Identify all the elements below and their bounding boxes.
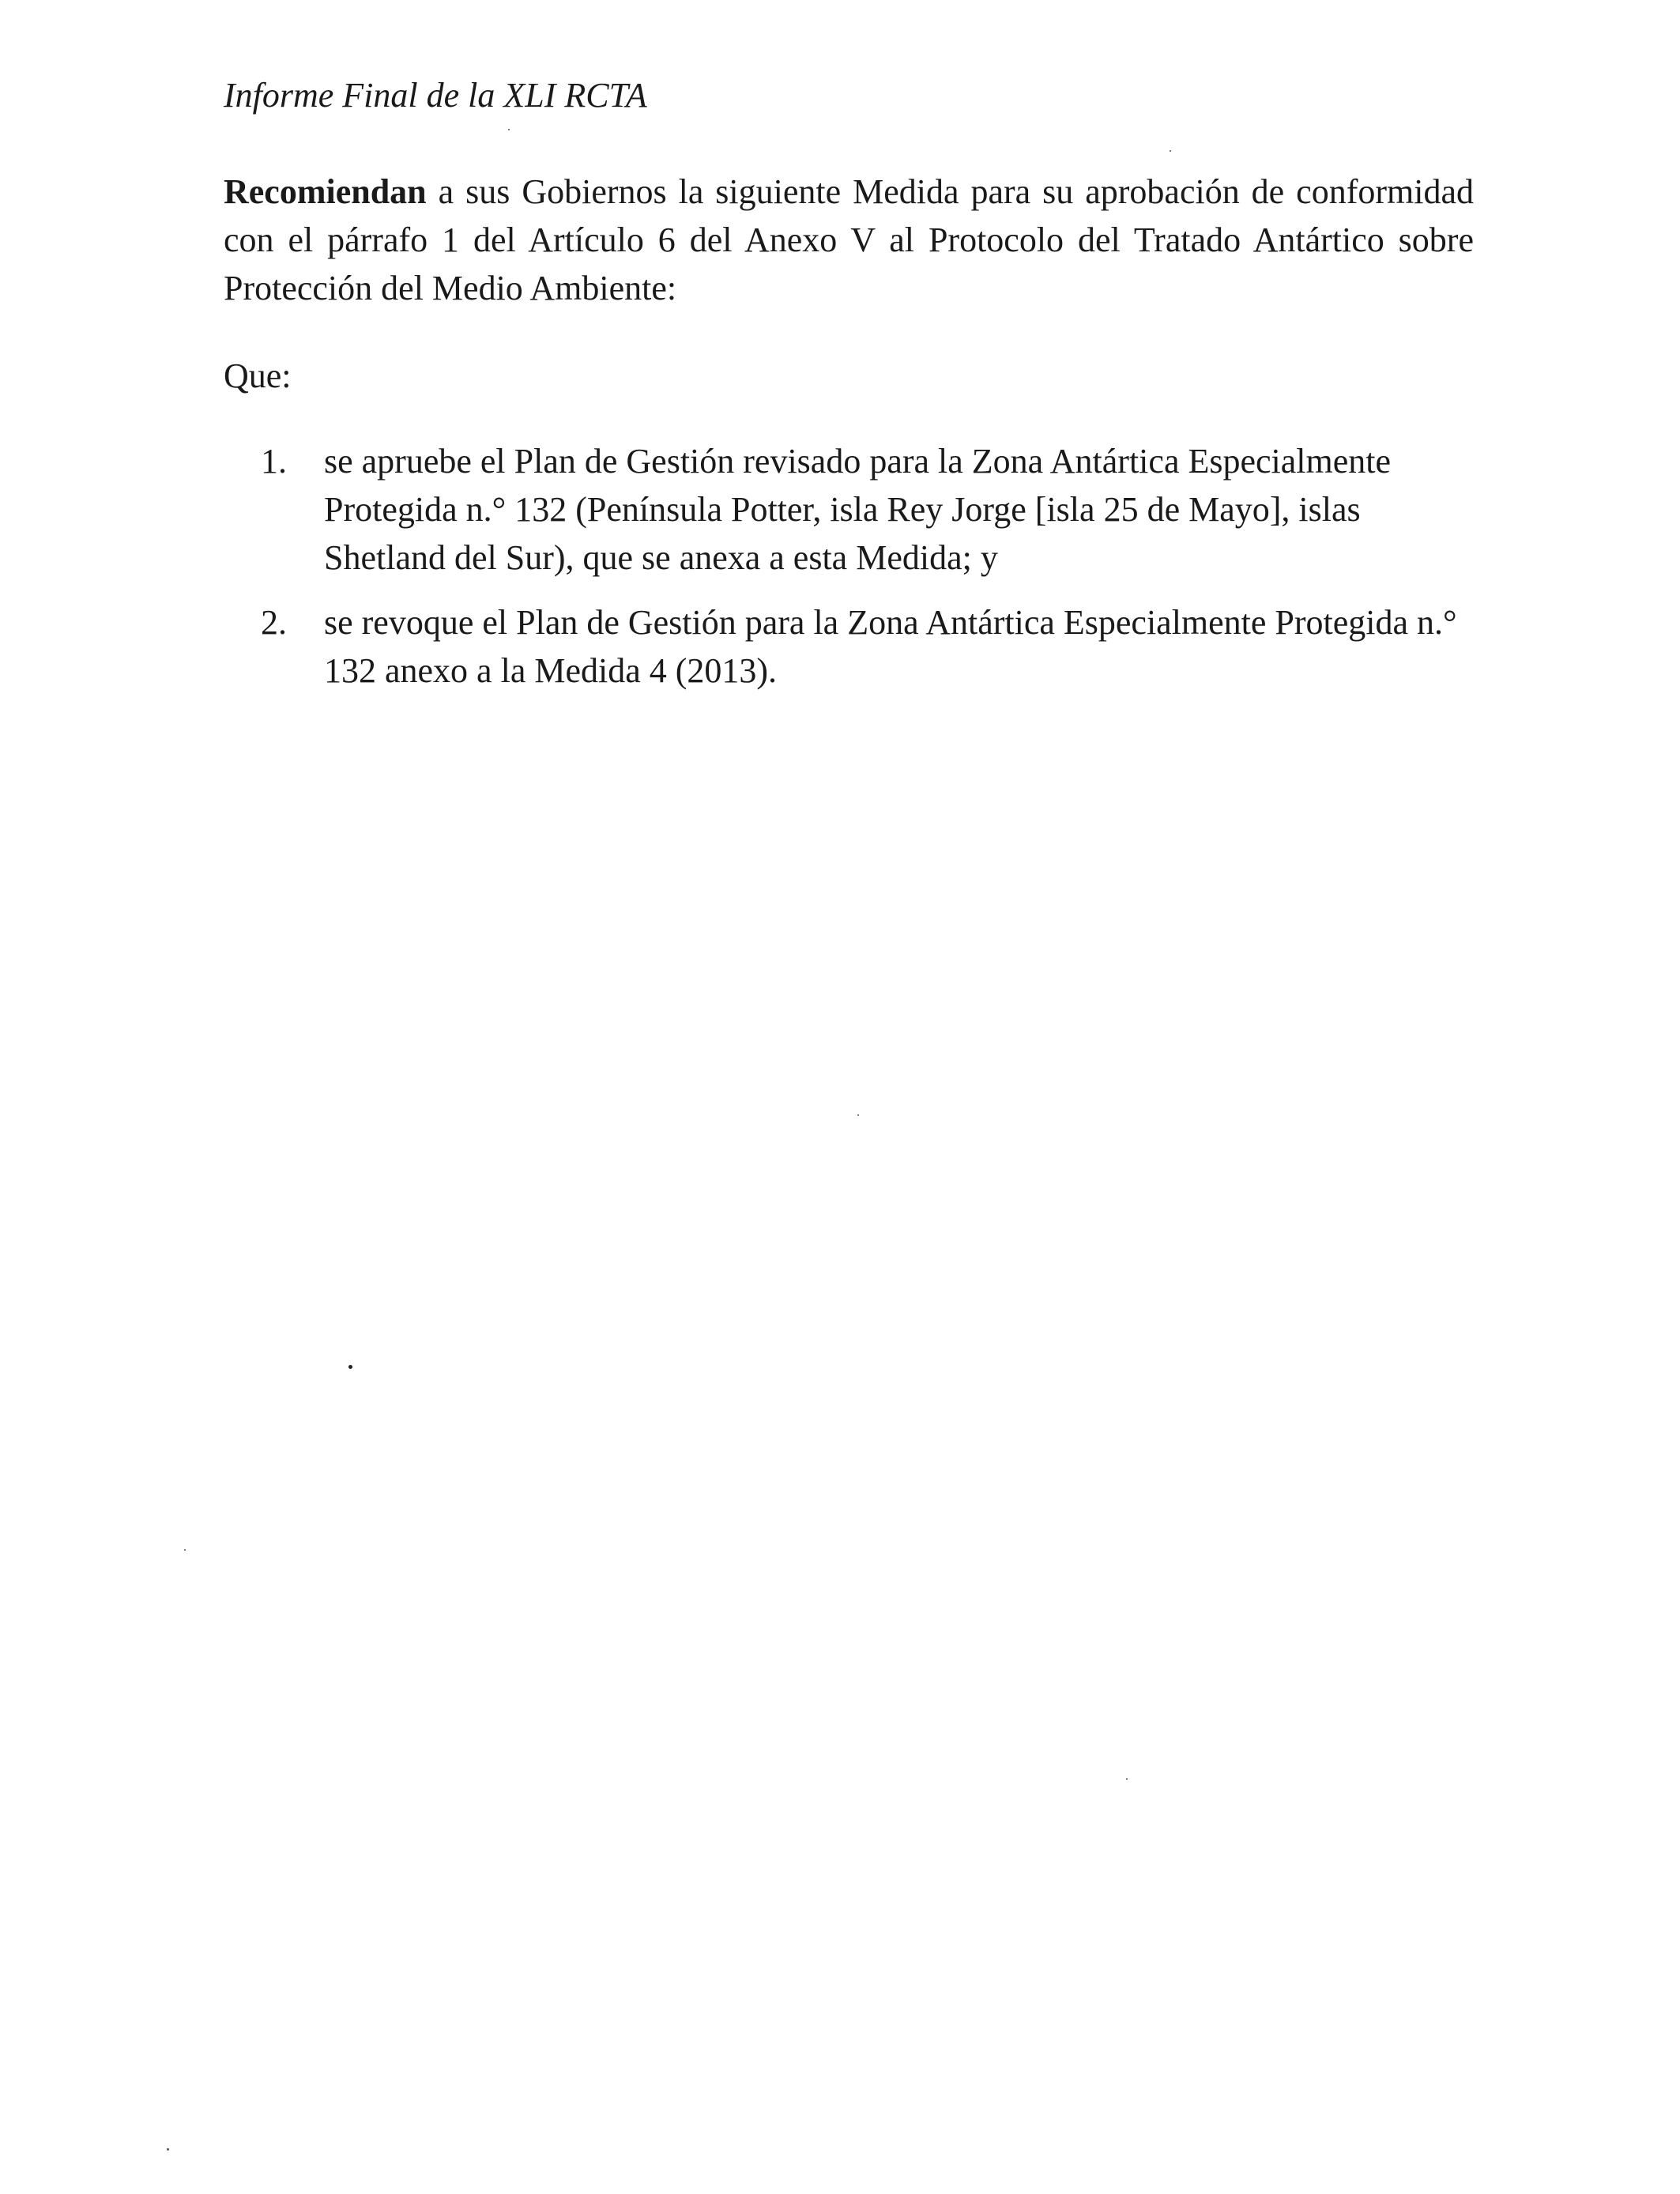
intro-lead: Recomiendan <box>224 172 427 211</box>
list-item-text: se revoque el Plan de Gestión para la Zona Antártica Especialmente Protegida n.° 132 anexo a la Medida 4 (2013). <box>324 603 1457 690</box>
list-item <box>261 437 1478 582</box>
list-item-number: 1. <box>261 442 287 481</box>
intro-text: a sus Gobiernos la siguiente Medida para su aprobación de conformidad con el párrafo 1 del Artículo 6 del Anexo V al Protocolo del Tratado Antártico sobre Protección del Medio Ambiente: <box>224 172 1474 307</box>
scan-speck <box>1126 1778 1128 1780</box>
scan-speck <box>348 1365 352 1369</box>
list-item-text: se apruebe el Plan de Gestión revisado para la Zona Antártica Especialmente Protegida n.° 132 (Península Potter, isla Rey Jorge [isla 25 de Mayo], islas Shetland del Sur), que se anexa a esta Medida; y <box>324 442 1392 577</box>
intro-paragraph <box>224 168 1474 312</box>
scan-speck <box>184 1549 186 1551</box>
scan-speck <box>1170 150 1171 152</box>
que-label: Que: <box>224 356 292 395</box>
scan-speck <box>167 2148 169 2151</box>
running-header: Informe Final de la XLI RCTA <box>224 76 647 115</box>
scan-speck <box>508 129 510 130</box>
scan-speck <box>857 1114 859 1116</box>
list-item <box>261 598 1478 695</box>
list-item-number: 2. <box>261 603 287 642</box>
